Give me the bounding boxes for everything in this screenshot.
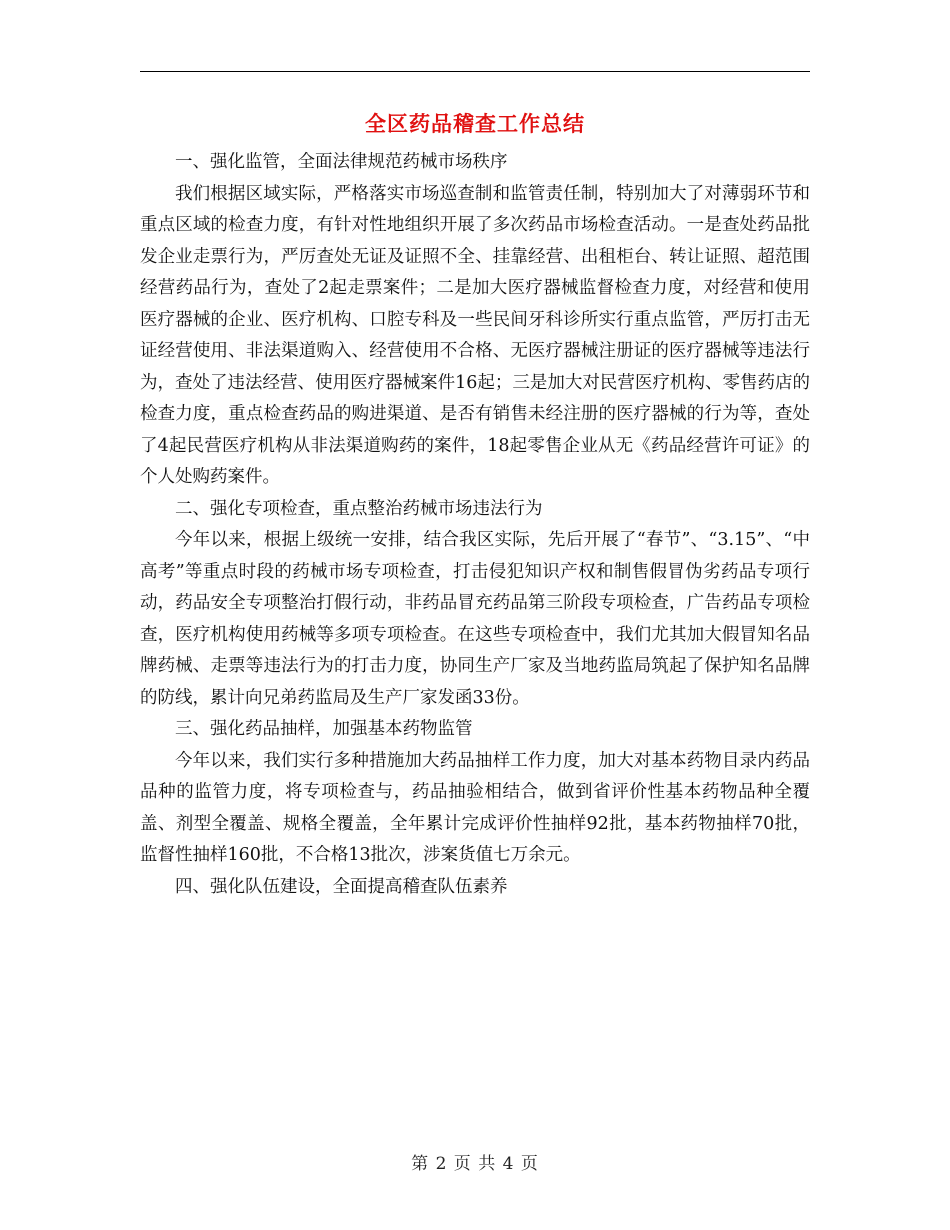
- section-heading: 四、强化队伍建设，全面提高稽查队伍素养: [175, 876, 508, 897]
- document-title: 全区药品稽查工作总结: [365, 111, 585, 136]
- section-heading: 一、强化监管，全面法律规范药械市场秩序: [175, 152, 508, 172]
- page-number-footer: 第 2 页 共 4 页: [411, 1154, 539, 1174]
- section-heading: 二、强化专项检查，重点整治药械市场违法行为: [175, 498, 543, 519]
- section-heading: 三、强化药品抽样，加强基本药物监管: [175, 719, 473, 739]
- header-rule: [140, 71, 810, 72]
- body-paragraph: 我们根据区域实际，严格落实市场巡查制和监管责任制，特别加大了对薄弱环节和重点区域的检查力度，有针对性地组织开展了多次药品市场检查活动。一是查处药品批发企业走票行为，严厉查处无证及证照不全、挂靠经营、出租柜台、转让证照、超范围经营药品行为，查处了2起走票案件；二是加大医疗器械监督检查力度，对经营和使用医疗器械的企业、医疗机构、口腔专科及一些民间牙科诊所实行重点监管，严厉打击无证经营使用、非法渠道购入、经营使用不合格、无医疗器械注册证的医疗器械等违法行为，查处了违法经营、使用医疗器械案件16起；三是加大对民营医疗机构、零售药店的检查力度，重点检查药品的购进渠道、是否有销售未经注册的医疗器械的行为等，查处了4起民营医疗机构从非法渠道购药的案件，18起零售企业从无《药品经营许可证》的个人处购药案件。: [140, 183, 810, 487]
- body-paragraph: 今年以来，我们实行多种措施加大药品抽样工作力度，加大对基本药物目录内药品品种的监管力度，将专项检查与，药品抽验相结合，做到省评价性基本药物品种全覆盖、剂型全覆盖、规格全覆盖，全年累计完成评价性抽样92批，基本药物抽样70批，监督性抽样160批，不合格13批次，涉案货值七万余元。: [140, 750, 810, 865]
- body-paragraph: 今年以来，根据上级统一安排，结合我区实际，先后开展了“春节”、“3.15”、“中高考”等重点时段的药械市场专项检查，打击侵犯知识产权和制售假冒伪劣药品专项行动，药品安全专项整治打假行动，非药品冒充药品第三阶段专项检查，广告药品专项检查，医疗机构使用药械等多项专项检查。在这些专项检查中，我们尤其加大假冒知名品牌药械、走票等违法行为的打击力度，协同生产厂家及当地药监局筑起了保护知名品牌的防线，累计向兄弟药监局及生产厂家发函33份。: [140, 530, 810, 708]
- document-body: [140, 147, 810, 903]
